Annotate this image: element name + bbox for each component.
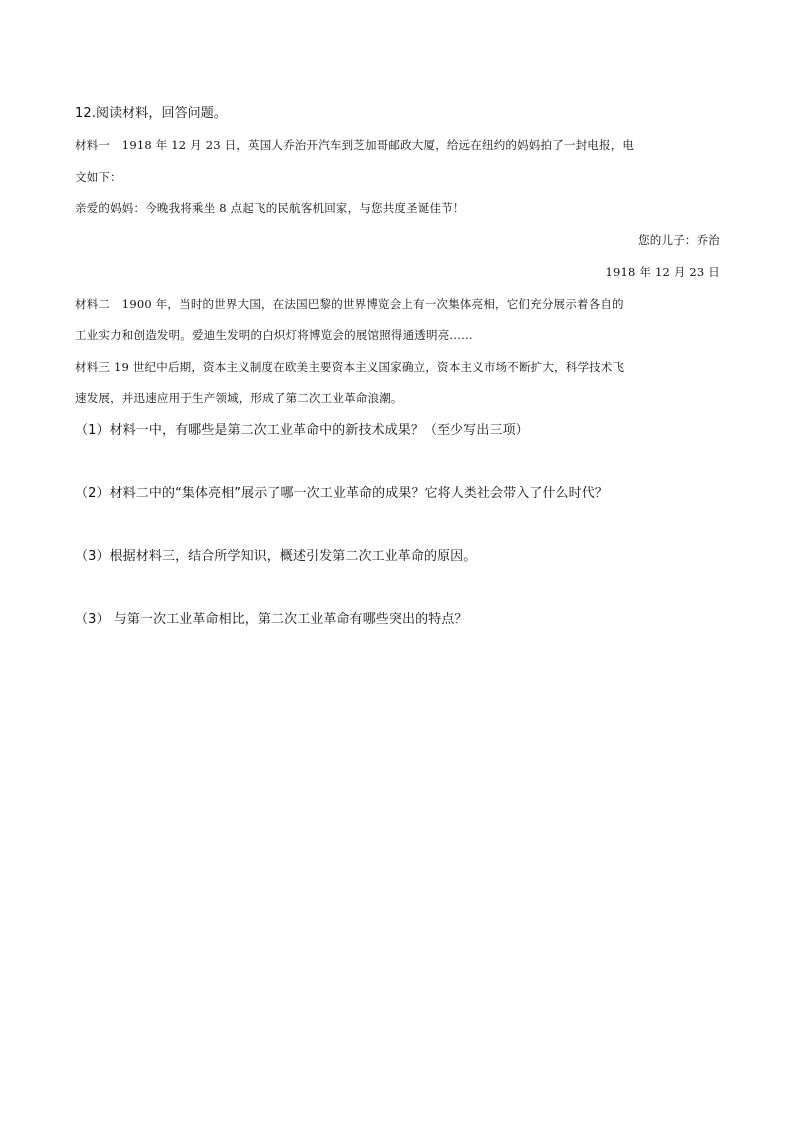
material2-line2: 工业实力和创造发明。爱迪生发明的白炽灯将博览会的展馆照得通透明亮…… [75,328,473,342]
question-title: 12.阅读材料，回答问题。 [75,106,227,121]
telegram-signature: 您的儿子：乔治 [638,233,720,247]
material1-line1: 材料一 1918 年 12 月 23 日，英国人乔治开汽车到芝加哥邮政大厦，给远在纽约的妈妈拍了一封电报，电 [75,138,635,152]
telegram-text: 亲爱的妈妈：今晚我将乘坐 8 点起飞的民航客机回家，与您共度圣诞佳节！ [75,201,465,215]
sub-question-3: （3）根据材料三，结合所学知识，概述引发第二次工业革命的原因。 [75,549,477,564]
sub-question-1: （1）材料一中，有哪些是第二次工业革命中的新技术成果？（至少写出三项） [75,423,529,438]
material1-line2: 文如下： [75,170,122,184]
sub-question-4: （3） 与第一次工业革命相比，第二次工业革命有哪些突出的特点？ [75,612,468,627]
sub-question-2: （2）材料二中的“集体亮相”展示了哪一次工业革命的成果？它将人类社会带入了什么时代？ [75,486,608,501]
material3-line1: 材料三 19 世纪中后期，资本主义制度在欧美主要资本主义国家确立，资本主义市场不断扩大，科学技术飞 [75,360,625,374]
material3-line2: 速发展，并迅速应用于生产领域，形成了第二次工业革命浪潮。 [75,391,403,405]
telegram-date: 1918 年 12 月 23 日 [605,265,720,279]
material2-line1: 材料二 1900 年，当时的世界大国，在法国巴黎的世界博览会上有一次集体亮相，它们充分展示着各自的 [75,297,624,311]
